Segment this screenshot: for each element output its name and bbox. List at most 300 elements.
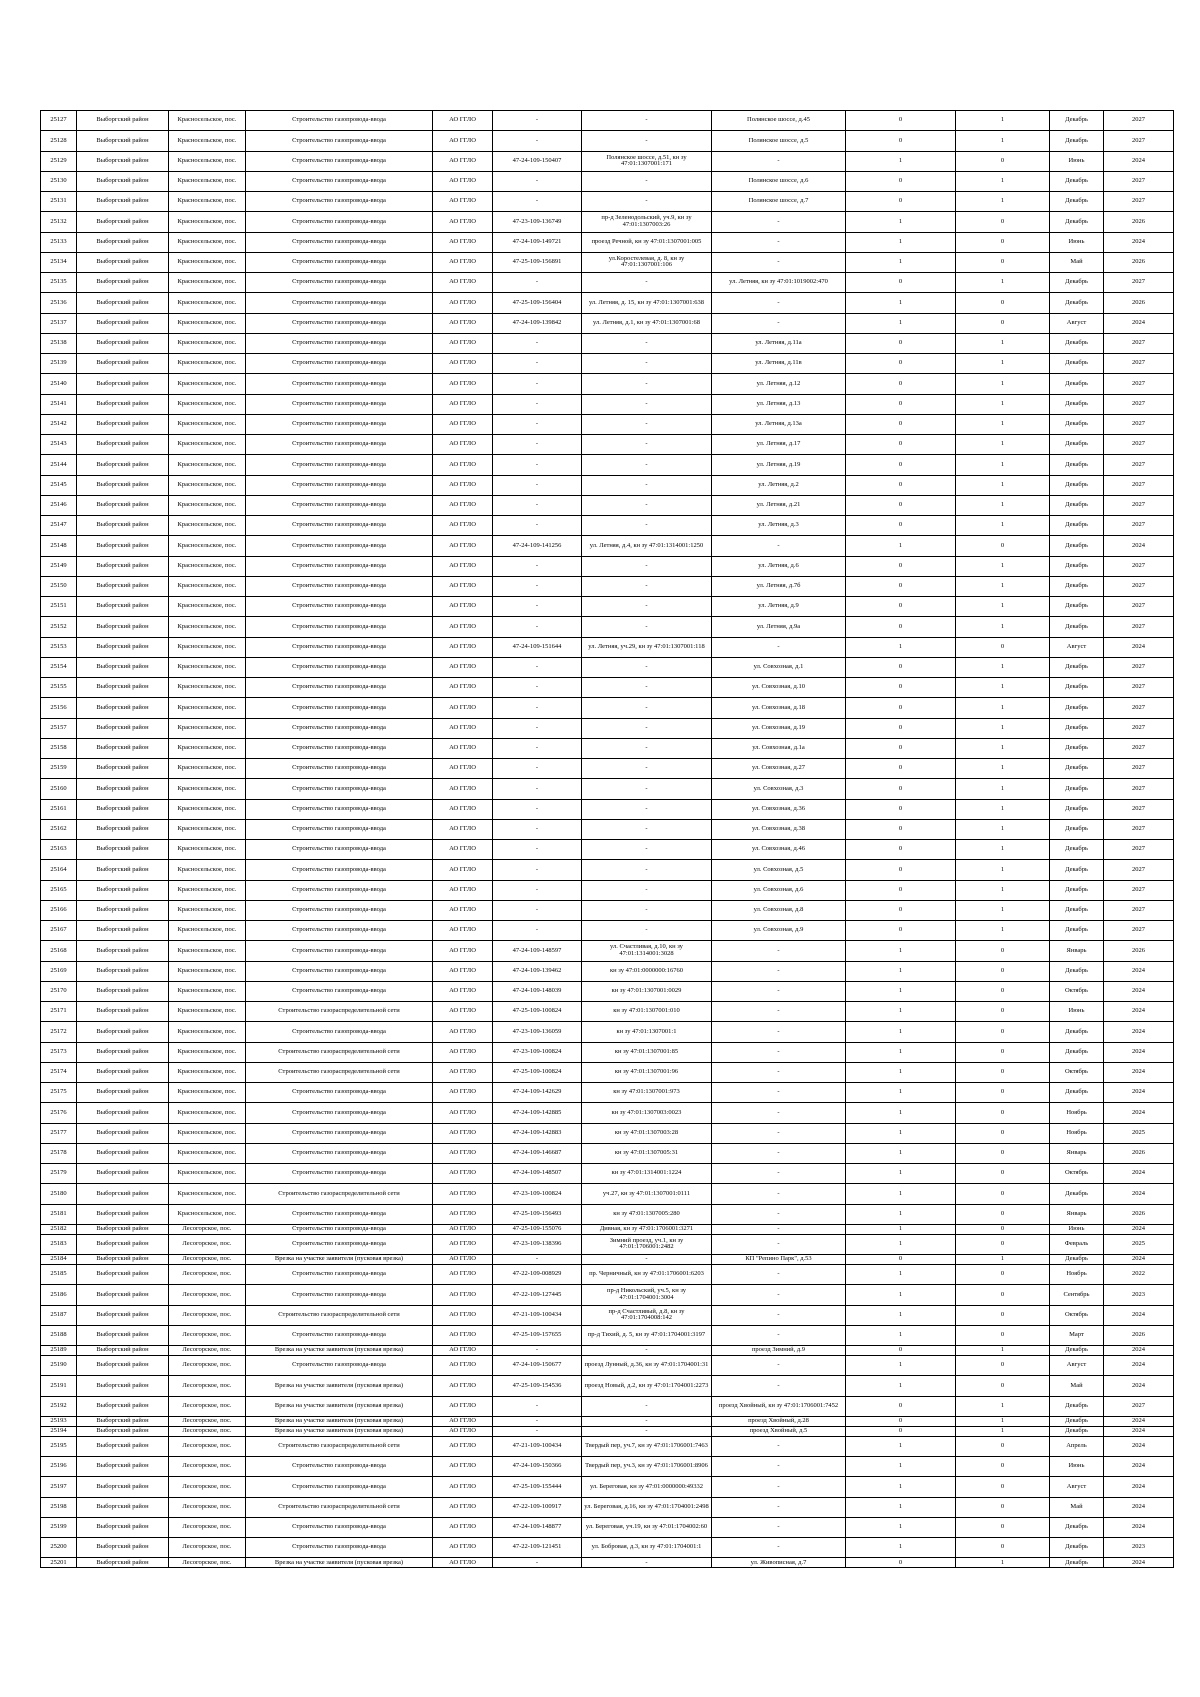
cell-id: 25157 bbox=[41, 718, 77, 738]
cell-n1: 0 bbox=[846, 1396, 956, 1416]
cell-addr: - bbox=[712, 1356, 846, 1376]
cell-n1: 0 bbox=[846, 374, 956, 394]
cell-addr_cad: - bbox=[582, 698, 712, 718]
cell-month: Декабрь bbox=[1050, 1255, 1104, 1265]
cell-n1: 0 bbox=[846, 192, 956, 212]
cell-district: Выборгский район bbox=[77, 576, 169, 596]
cell-n2: 1 bbox=[956, 1346, 1050, 1356]
cell-year: 2027 bbox=[1104, 273, 1174, 293]
cell-year: 2027 bbox=[1104, 799, 1174, 819]
cell-org: АО ГГЛО bbox=[433, 1204, 493, 1224]
cell-work: Врезка на участке заявителя (пусковая врезка) bbox=[246, 1558, 433, 1568]
cell-org: АО ГГЛО bbox=[433, 657, 493, 677]
cell-n1: 1 bbox=[846, 961, 956, 981]
cell-work: Строительство газопровода-ввода bbox=[246, 597, 433, 617]
cell-year: 2027 bbox=[1104, 192, 1174, 212]
cell-addr: ул. Совхозная, д.38 bbox=[712, 819, 846, 839]
table-row bbox=[41, 1356, 1174, 1376]
cell-tu: - bbox=[493, 759, 582, 779]
cell-id: 25195 bbox=[41, 1436, 77, 1456]
cell-month: Июнь bbox=[1050, 1002, 1104, 1022]
cell-tu: 47-22-109-127445 bbox=[493, 1285, 582, 1305]
cell-n1: 1 bbox=[846, 1497, 956, 1517]
table-row bbox=[41, 293, 1174, 313]
cell-n2: 1 bbox=[956, 435, 1050, 455]
cell-tu: 47-25-109-154536 bbox=[493, 1376, 582, 1396]
table-row bbox=[41, 1426, 1174, 1436]
cell-org: АО ГГЛО bbox=[433, 212, 493, 232]
cell-n1: 1 bbox=[846, 1538, 956, 1558]
cell-n2: 0 bbox=[956, 637, 1050, 657]
cell-addr: ул. Совхозная, д.46 bbox=[712, 840, 846, 860]
cell-n2: 1 bbox=[956, 1426, 1050, 1436]
cell-org: АО ГГЛО bbox=[433, 1416, 493, 1426]
cell-tu: 47-24-109-146687 bbox=[493, 1143, 582, 1163]
cell-n1: 0 bbox=[846, 617, 956, 637]
cell-id: 25158 bbox=[41, 738, 77, 758]
cell-district: Выборгский район bbox=[77, 1255, 169, 1265]
cell-month: Декабрь bbox=[1050, 759, 1104, 779]
cell-addr: - bbox=[712, 1083, 846, 1103]
cell-addr_cad: - bbox=[582, 840, 712, 860]
cell-settlement: Лесогорское, пос. bbox=[169, 1477, 246, 1497]
cell-month: Декабрь bbox=[1050, 961, 1104, 981]
cell-settlement: Красносельское, пос. bbox=[169, 495, 246, 515]
cell-id: 25186 bbox=[41, 1285, 77, 1305]
cell-addr: - bbox=[712, 1042, 846, 1062]
cell-year: 2026 bbox=[1104, 1204, 1174, 1224]
cell-n1: 1 bbox=[846, 1517, 956, 1537]
cell-tu: - bbox=[493, 576, 582, 596]
cell-settlement: Красносельское, пос. bbox=[169, 941, 246, 961]
cell-n1: 1 bbox=[846, 212, 956, 232]
table-row bbox=[41, 1457, 1174, 1477]
cell-addr: проезд Хвойный, кн зу 47:01:1706001:7452 bbox=[712, 1396, 846, 1416]
cell-settlement: Лесогорское, пос. bbox=[169, 1325, 246, 1345]
cell-n1: 1 bbox=[846, 1022, 956, 1042]
cell-n1: 0 bbox=[846, 171, 956, 191]
cell-id: 25129 bbox=[41, 151, 77, 171]
cell-work: Строительство газопровода-ввода bbox=[246, 1103, 433, 1123]
cell-addr_cad: - bbox=[582, 900, 712, 920]
cell-n2: 0 bbox=[956, 1184, 1050, 1204]
cell-n2: 1 bbox=[956, 779, 1050, 799]
cell-district: Выборгский район bbox=[77, 597, 169, 617]
cell-year: 2024 bbox=[1104, 536, 1174, 556]
cell-org: АО ГГЛО bbox=[433, 1538, 493, 1558]
cell-addr_cad: проезд Лунный, д.36, кн зу 47:01:1704001:31 bbox=[582, 1356, 712, 1376]
cell-district: Выборгский район bbox=[77, 1164, 169, 1184]
cell-tu: 47-25-109-100824 bbox=[493, 1002, 582, 1022]
table-row bbox=[41, 1396, 1174, 1416]
table-row bbox=[41, 1497, 1174, 1517]
cell-n1: 1 bbox=[846, 313, 956, 333]
cell-id: 25134 bbox=[41, 252, 77, 272]
cell-work: Строительство газопровода-ввода bbox=[246, 1224, 433, 1234]
cell-year: 2024 bbox=[1104, 1356, 1174, 1376]
cell-settlement: Лесогорское, пос. bbox=[169, 1517, 246, 1537]
cell-org: АО ГГЛО bbox=[433, 313, 493, 333]
cell-settlement: Красносельское, пос. bbox=[169, 131, 246, 151]
cell-month: Декабрь bbox=[1050, 678, 1104, 698]
cell-n2: 1 bbox=[956, 698, 1050, 718]
cell-org: АО ГГЛО bbox=[433, 617, 493, 637]
cell-n2: 0 bbox=[956, 1517, 1050, 1537]
cell-district: Выборгский район bbox=[77, 1062, 169, 1082]
cell-addr_cad: - bbox=[582, 1426, 712, 1436]
cell-settlement: Красносельское, пос. bbox=[169, 961, 246, 981]
cell-addr: - bbox=[712, 941, 846, 961]
cell-month: Декабрь bbox=[1050, 617, 1104, 637]
cell-n1: 0 bbox=[846, 111, 956, 131]
cell-addr: проезд Зимний, д.9 bbox=[712, 1346, 846, 1356]
cell-addr_cad: - bbox=[582, 354, 712, 374]
cell-month: Декабрь bbox=[1050, 1396, 1104, 1416]
cell-tu: 47-21-109-100434 bbox=[493, 1436, 582, 1456]
cell-addr: - bbox=[712, 1184, 846, 1204]
cell-org: АО ГГЛО bbox=[433, 1305, 493, 1325]
cell-settlement: Лесогорское, пос. bbox=[169, 1416, 246, 1426]
cell-settlement: Красносельское, пос. bbox=[169, 637, 246, 657]
cell-n1: 0 bbox=[846, 1346, 956, 1356]
cell-work: Строительство газопровода-ввода bbox=[246, 212, 433, 232]
cell-year: 2027 bbox=[1104, 394, 1174, 414]
cell-n2: 1 bbox=[956, 374, 1050, 394]
cell-month: Июнь bbox=[1050, 232, 1104, 252]
cell-district: Выборгский район bbox=[77, 192, 169, 212]
cell-id: 25173 bbox=[41, 1042, 77, 1062]
cell-id: 25187 bbox=[41, 1305, 77, 1325]
cell-year: 2024 bbox=[1104, 1022, 1174, 1042]
table-row bbox=[41, 900, 1174, 920]
cell-addr_cad: - bbox=[582, 759, 712, 779]
cell-settlement: Красносельское, пос. bbox=[169, 1143, 246, 1163]
cell-tu: 47-21-109-100434 bbox=[493, 1305, 582, 1325]
cell-addr_cad: - bbox=[582, 455, 712, 475]
cell-id: 25135 bbox=[41, 273, 77, 293]
cell-addr: - bbox=[712, 1123, 846, 1143]
cell-id: 25198 bbox=[41, 1497, 77, 1517]
cell-n1: 0 bbox=[846, 455, 956, 475]
cell-year: 2027 bbox=[1104, 516, 1174, 536]
cell-district: Выборгский район bbox=[77, 637, 169, 657]
cell-settlement: Красносельское, пос. bbox=[169, 698, 246, 718]
cell-month: Декабрь bbox=[1050, 556, 1104, 576]
cell-addr_cad: - bbox=[582, 617, 712, 637]
cell-district: Выборгский район bbox=[77, 1224, 169, 1234]
cell-district: Выборгский район bbox=[77, 293, 169, 313]
cell-n2: 1 bbox=[956, 900, 1050, 920]
cell-addr: Полянское шоссе, д.45 bbox=[712, 111, 846, 131]
cell-id: 25151 bbox=[41, 597, 77, 617]
cell-addr_cad: Твердый пер, уч.3, кн зу 47:01:1706001:8906 bbox=[582, 1457, 712, 1477]
cell-work: Строительство газопровода-ввода bbox=[246, 678, 433, 698]
cell-month: Декабрь bbox=[1050, 354, 1104, 374]
cell-n1: 1 bbox=[846, 1224, 956, 1234]
cell-n2: 1 bbox=[956, 657, 1050, 677]
table-row bbox=[41, 192, 1174, 212]
cell-addr_cad: ул. Летняя, д.1, кн зу 47:01:1307001:68 bbox=[582, 313, 712, 333]
cell-n2: 1 bbox=[956, 1416, 1050, 1426]
cell-work: Строительство газопровода-ввода bbox=[246, 1325, 433, 1345]
cell-id: 25166 bbox=[41, 900, 77, 920]
cell-n1: 0 bbox=[846, 799, 956, 819]
cell-settlement: Красносельское, пос. bbox=[169, 192, 246, 212]
cell-n1: 0 bbox=[846, 495, 956, 515]
cell-n1: 1 bbox=[846, 1164, 956, 1184]
cell-work: Строительство газопровода-ввода bbox=[246, 273, 433, 293]
cell-month: Май bbox=[1050, 1376, 1104, 1396]
cell-settlement: Красносельское, пос. bbox=[169, 860, 246, 880]
cell-district: Выборгский район bbox=[77, 414, 169, 434]
cell-addr: ул. Совхозная, д.9 bbox=[712, 921, 846, 941]
cell-org: АО ГГЛО bbox=[433, 394, 493, 414]
cell-org: АО ГГЛО bbox=[433, 1477, 493, 1497]
cell-year: 2027 bbox=[1104, 556, 1174, 576]
table-row bbox=[41, 738, 1174, 758]
table-row bbox=[41, 232, 1174, 252]
cell-addr: - bbox=[712, 1436, 846, 1456]
cell-tu: 47-24-109-142885 bbox=[493, 1103, 582, 1123]
cell-district: Выборгский район bbox=[77, 435, 169, 455]
cell-work: Врезка на участке заявителя (пусковая врезка) bbox=[246, 1376, 433, 1396]
cell-district: Выборгский район bbox=[77, 151, 169, 171]
cell-work: Строительство газопровода-ввода bbox=[246, 718, 433, 738]
cell-n2: 0 bbox=[956, 1234, 1050, 1254]
cell-month: Август bbox=[1050, 637, 1104, 657]
cell-work: Строительство газопровода-ввода bbox=[246, 1356, 433, 1376]
cell-work: Строительство газопровода-ввода bbox=[246, 1083, 433, 1103]
cell-addr_cad: ул. Летняя, д.4, кн зу 47:01:1314001:1250 bbox=[582, 536, 712, 556]
cell-work: Строительство газопровода-ввода bbox=[246, 232, 433, 252]
cell-work: Строительство газопровода-ввода bbox=[246, 516, 433, 536]
cell-addr: - bbox=[712, 1103, 846, 1123]
cell-n2: 0 bbox=[956, 1497, 1050, 1517]
cell-org: АО ГГЛО bbox=[433, 1426, 493, 1436]
cell-n1: 1 bbox=[846, 1234, 956, 1254]
cell-district: Выборгский район bbox=[77, 860, 169, 880]
cell-tu: - bbox=[493, 880, 582, 900]
cell-n2: 1 bbox=[956, 333, 1050, 353]
cell-addr_cad: ул. Летняя, уч.29, кн зу 47:01:1307001:118 bbox=[582, 637, 712, 657]
cell-tu: 47-24-109-142883 bbox=[493, 1123, 582, 1143]
cell-addr_cad: ул. Бобровая, д.3, кн зу 47:01:1704001:1 bbox=[582, 1538, 712, 1558]
cell-year: 2024 bbox=[1104, 1457, 1174, 1477]
cell-district: Выборгский район bbox=[77, 1356, 169, 1376]
cell-tu: 47-24-109-150407 bbox=[493, 151, 582, 171]
cell-addr_cad: - bbox=[582, 414, 712, 434]
cell-work: Строительство газопровода-ввода bbox=[246, 313, 433, 333]
cell-addr_cad: - bbox=[582, 1346, 712, 1356]
cell-district: Выборгский район bbox=[77, 799, 169, 819]
cell-year: 2027 bbox=[1104, 880, 1174, 900]
records-table bbox=[40, 110, 1174, 1568]
table-row bbox=[41, 1022, 1174, 1042]
cell-district: Выборгский район bbox=[77, 1436, 169, 1456]
cell-month: Декабрь bbox=[1050, 880, 1104, 900]
cell-year: 2027 bbox=[1104, 455, 1174, 475]
table-row bbox=[41, 394, 1174, 414]
cell-n2: 1 bbox=[956, 576, 1050, 596]
cell-year: 2024 bbox=[1104, 1083, 1174, 1103]
cell-month: Июнь bbox=[1050, 151, 1104, 171]
cell-settlement: Красносельское, пос. bbox=[169, 313, 246, 333]
cell-id: 25197 bbox=[41, 1477, 77, 1497]
cell-month: Декабрь bbox=[1050, 718, 1104, 738]
table-row bbox=[41, 313, 1174, 333]
cell-tu: 47-22-109-008929 bbox=[493, 1265, 582, 1285]
cell-district: Выборгский район bbox=[77, 1042, 169, 1062]
table-row bbox=[41, 819, 1174, 839]
cell-month: Декабрь bbox=[1050, 1346, 1104, 1356]
cell-work: Строительство газопровода-ввода bbox=[246, 556, 433, 576]
cell-addr: ул. Летняя, д.12 bbox=[712, 374, 846, 394]
cell-n2: 1 bbox=[956, 455, 1050, 475]
cell-year: 2027 bbox=[1104, 678, 1174, 698]
cell-n2: 1 bbox=[956, 192, 1050, 212]
table-row bbox=[41, 1123, 1174, 1143]
cell-tu: 47-22-109-121451 bbox=[493, 1538, 582, 1558]
cell-settlement: Красносельское, пос. bbox=[169, 171, 246, 191]
cell-work: Строительство газопровода-ввода bbox=[246, 131, 433, 151]
cell-tu: - bbox=[493, 617, 582, 637]
cell-addr: ул. Совхозная, д.3 bbox=[712, 779, 846, 799]
cell-n1: 1 bbox=[846, 981, 956, 1001]
cell-n2: 0 bbox=[956, 961, 1050, 981]
cell-settlement: Красносельское, пос. bbox=[169, 1204, 246, 1224]
cell-n1: 0 bbox=[846, 840, 956, 860]
cell-tu: - bbox=[493, 414, 582, 434]
cell-id: 25192 bbox=[41, 1396, 77, 1416]
cell-work: Врезка на участке заявителя (пусковая врезка) bbox=[246, 1346, 433, 1356]
cell-addr: - bbox=[712, 1062, 846, 1082]
cell-district: Выборгский район bbox=[77, 536, 169, 556]
table-row bbox=[41, 151, 1174, 171]
cell-addr_cad: - bbox=[582, 880, 712, 900]
cell-addr_cad: ул. Счастливая, д.10, кн зу 47:01:1314001:3028 bbox=[582, 941, 712, 961]
cell-n1: 0 bbox=[846, 354, 956, 374]
cell-year: 2024 bbox=[1104, 1558, 1174, 1568]
cell-id: 25176 bbox=[41, 1103, 77, 1123]
cell-org: АО ГГЛО bbox=[433, 1356, 493, 1376]
cell-month: Июнь bbox=[1050, 1457, 1104, 1477]
cell-month: Декабрь bbox=[1050, 212, 1104, 232]
cell-addr: ул. Летняя, д.21 bbox=[712, 495, 846, 515]
cell-month: Апрель bbox=[1050, 1436, 1104, 1456]
cell-work: Строительство газопровода-ввода bbox=[246, 657, 433, 677]
cell-addr: ул. Летняя, д.9а bbox=[712, 617, 846, 637]
cell-settlement: Лесогорское, пос. bbox=[169, 1436, 246, 1456]
cell-tu: 47-25-109-156891 bbox=[493, 252, 582, 272]
cell-id: 25136 bbox=[41, 293, 77, 313]
cell-work: Строительство газопровода-ввода bbox=[246, 1517, 433, 1537]
cell-org: АО ГГЛО bbox=[433, 1103, 493, 1123]
cell-addr: - bbox=[712, 981, 846, 1001]
cell-n2: 0 bbox=[956, 1123, 1050, 1143]
cell-settlement: Лесогорское, пос. bbox=[169, 1285, 246, 1305]
cell-district: Выборгский район bbox=[77, 1426, 169, 1436]
cell-id: 25175 bbox=[41, 1083, 77, 1103]
cell-month: Январь bbox=[1050, 941, 1104, 961]
cell-year: 2024 bbox=[1104, 232, 1174, 252]
cell-tu: - bbox=[493, 900, 582, 920]
cell-org: АО ГГЛО bbox=[433, 475, 493, 495]
cell-district: Выборгский район bbox=[77, 354, 169, 374]
cell-addr_cad: - bbox=[582, 738, 712, 758]
cell-tu: - bbox=[493, 1255, 582, 1265]
cell-n2: 0 bbox=[956, 1002, 1050, 1022]
cell-district: Выборгский район bbox=[77, 232, 169, 252]
cell-id: 25185 bbox=[41, 1265, 77, 1285]
cell-year: 2024 bbox=[1104, 981, 1174, 1001]
cell-addr_cad: кн зу 47:01:1307005:280 bbox=[582, 1204, 712, 1224]
cell-org: АО ГГЛО bbox=[433, 151, 493, 171]
cell-settlement: Лесогорское, пос. bbox=[169, 1497, 246, 1517]
cell-n2: 0 bbox=[956, 1436, 1050, 1456]
cell-org: АО ГГЛО bbox=[433, 1042, 493, 1062]
cell-n2: 1 bbox=[956, 617, 1050, 637]
cell-district: Выборгский район bbox=[77, 455, 169, 475]
cell-year: 2027 bbox=[1104, 576, 1174, 596]
cell-tu: 47-24-109-142629 bbox=[493, 1083, 582, 1103]
cell-district: Выборгский район bbox=[77, 273, 169, 293]
cell-n2: 0 bbox=[956, 212, 1050, 232]
cell-year: 2027 bbox=[1104, 333, 1174, 353]
cell-addr: - bbox=[712, 536, 846, 556]
cell-addr: - bbox=[712, 1022, 846, 1042]
cell-n2: 1 bbox=[956, 354, 1050, 374]
table-row bbox=[41, 880, 1174, 900]
cell-org: АО ГГЛО bbox=[433, 981, 493, 1001]
cell-work: Строительство газопровода-ввода bbox=[246, 941, 433, 961]
cell-id: 25142 bbox=[41, 414, 77, 434]
cell-org: АО ГГЛО bbox=[433, 1143, 493, 1163]
cell-n1: 1 bbox=[846, 1103, 956, 1123]
cell-district: Выборгский район bbox=[77, 1103, 169, 1123]
cell-tu: - bbox=[493, 333, 582, 353]
cell-year: 2027 bbox=[1104, 617, 1174, 637]
cell-tu: - bbox=[493, 1426, 582, 1436]
cell-settlement: Лесогорское, пос. bbox=[169, 1457, 246, 1477]
cell-org: АО ГГЛО bbox=[433, 1062, 493, 1082]
table-row bbox=[41, 921, 1174, 941]
cell-addr_cad: - bbox=[582, 273, 712, 293]
cell-org: АО ГГЛО bbox=[433, 718, 493, 738]
cell-n1: 1 bbox=[846, 637, 956, 657]
cell-tu: - bbox=[493, 779, 582, 799]
cell-tu: 47-25-109-156404 bbox=[493, 293, 582, 313]
cell-year: 2024 bbox=[1104, 637, 1174, 657]
cell-tu: 47-23-109-100824 bbox=[493, 1042, 582, 1062]
cell-n1: 1 bbox=[846, 1356, 956, 1376]
cell-settlement: Красносельское, пос. bbox=[169, 475, 246, 495]
cell-addr: ул. Летняя, д.7б bbox=[712, 576, 846, 596]
cell-addr: Полянское шоссе, д.5 bbox=[712, 131, 846, 151]
cell-n2: 0 bbox=[956, 1042, 1050, 1062]
cell-addr_cad: кн зу 47:01:1307001:010 bbox=[582, 1002, 712, 1022]
cell-org: АО ГГЛО bbox=[433, 1234, 493, 1254]
cell-addr: - bbox=[712, 1325, 846, 1345]
cell-n2: 0 bbox=[956, 1305, 1050, 1325]
cell-id: 25150 bbox=[41, 576, 77, 596]
cell-district: Выборгский район bbox=[77, 1376, 169, 1396]
cell-org: АО ГГЛО bbox=[433, 597, 493, 617]
table-row bbox=[41, 981, 1174, 1001]
cell-month: Август bbox=[1050, 1356, 1104, 1376]
table-row bbox=[41, 1164, 1174, 1184]
cell-org: АО ГГЛО bbox=[433, 1457, 493, 1477]
cell-month: Декабрь bbox=[1050, 333, 1104, 353]
